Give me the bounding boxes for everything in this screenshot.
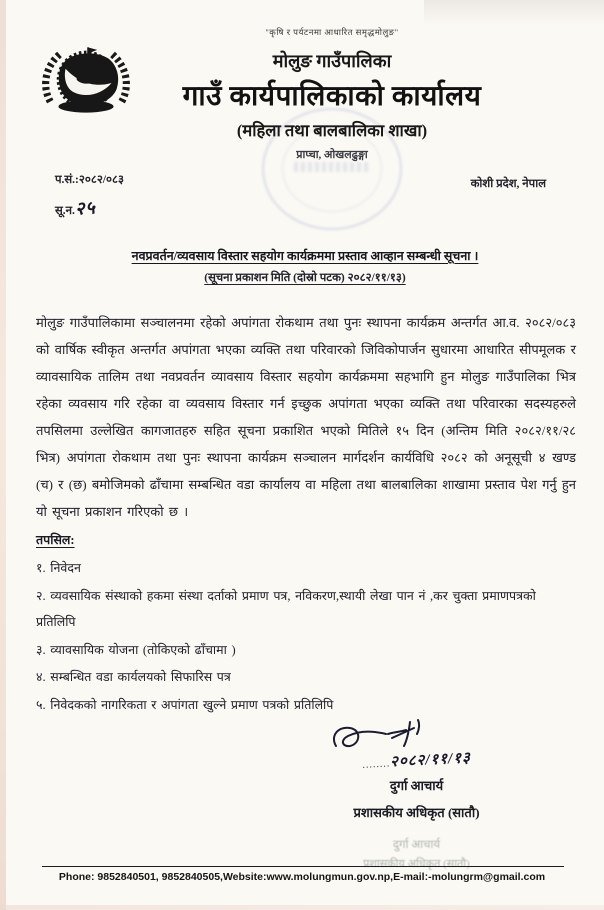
list-item: २. व्यवसायिक संस्थाको हकमा संस्था दर्ताको प्रमाण पत्र, नविकरण,स्थायी लेखा पान नं ,कर चुक्ता प्रमाणपत्रको प्रतिलिपि bbox=[36, 588, 536, 629]
org-motto: "कृषि र पर्यटनमा आधारित समृद्धमोलुङ" bbox=[265, 27, 399, 37]
scan-edge-artifact bbox=[0, 0, 6, 910]
scan-shade-artifact bbox=[424, 0, 604, 26]
notice-publication-date-line: (सूचना प्रकाशन मिति (दोस्रो पटक) २०८२/११/१३) bbox=[204, 272, 406, 284]
ghost-signatory-title: प्रशासकीय अधिकृत (सातौ) bbox=[363, 858, 470, 870]
list-item: ४. सम्बन्धित वडा कार्यलयको सिफारिस पत्र bbox=[36, 670, 231, 684]
list-item: १. निवेदन bbox=[36, 561, 81, 575]
notice-subject-line: नवप्रवर्तन/व्यवसाय विस्तार सहयोग कार्यक्रममा प्रस्ताव आव्हान सम्बन्धी सूचना । bbox=[131, 249, 479, 263]
notice-body-paragraph: मोलुङ गाउँपालिकामा सञ्चालनमा रहेको अपांगता रोकथाम तथा पुनः स्थापना कार्यक्रम अन्तर्गत आ.व. २०८२/०८३ को वार्षिक स्वीकृत अन्तर्गत अपांगता भएका व्यक्ति तथा परिवारको जिविकोपार्जन सुधारमा आधारित सीपमूलक र व्यावसायिक तालिम तथा नवप्रवर्तन व्यावसाय विस्तार सहयोग कार्यक्रममा सहभागि हुन मोलुङ गाउँपालिका भित्र रहेका व्यवसाय गरि रहेका वा व्यवसाय विस्तार गर्न इच्छुक अपांगता भएका व्यक्ति तथा परिवारका सदस्यहरुले तपसिलमा उल्लेखित कागजातहरु सहित सूचना प्रकाशित भएको मितिले १५ दिन (अन्तिम मिति २०८२/११/२८ भित्र) अपांगता रोकथाम तथा पुनः स्थापना कार्यक्रम सञ्चालन मार्गदर्शन कार्यविधि २०८२ को अनूसूची ४ खण्ड (च) र (छ) बमोजिमको ढाँचामा सम्बन्धित वडा कार्यालय वा महिला तथा बालबालिका शाखामा प्रस्ताव पेश गर्नु हुन यो सूचना प्रकाशन गरिएको छ । bbox=[36, 315, 576, 519]
list-item: ५. निवेदकको नागरिकता र अपांगता खुल्ने प्रमाण पत्रको प्रतिलिपि bbox=[36, 697, 334, 712]
footer-contact-info: Phone: 9852840501, 9852840505,Website:www.molungmun.gov.np,E-mail:-molungrm@gmail.com bbox=[58, 871, 546, 883]
signature-block bbox=[284, 716, 549, 871]
signatory-title: प्रशासकीय अधिकृत (सातौ) bbox=[353, 805, 480, 820]
list-item: ३. व्यावसायिक योजना (तोकिएको ढाँचामा ) bbox=[36, 642, 236, 657]
serial-number bbox=[55, 196, 96, 220]
signatory-name: दुर्गा आचार्य bbox=[389, 778, 444, 793]
tapasil-heading: तपसिल: bbox=[36, 533, 75, 547]
handwritten-date: ........२०८२/११/१३ bbox=[362, 750, 472, 771]
serial-number-handwritten-value: २५ bbox=[74, 197, 97, 219]
footer-divider bbox=[42, 866, 564, 867]
reference-number: प.सं.:२०८२/०८३ bbox=[55, 174, 124, 186]
office-name-title: गाउँ कार्यपालिकाको कार्यालय bbox=[182, 81, 482, 112]
province-label: कोशी प्रदेश, नेपाल bbox=[470, 178, 546, 190]
branch-name: (महिला तथा बालबालिका शाखा) bbox=[236, 121, 428, 140]
ghost-signatory-name: दुर्गा आचार्य bbox=[392, 839, 441, 851]
tapasil-list bbox=[36, 555, 576, 719]
office-address: प्राप्चा, ओखलढुङ्गा bbox=[296, 149, 368, 161]
dotted-line: ........ bbox=[362, 758, 391, 771]
scan-edge-artifact bbox=[0, 905, 604, 910]
serial-number-label: सू.न. bbox=[55, 205, 75, 217]
org-name: मोलुङ गाउँपालिका bbox=[272, 51, 392, 71]
